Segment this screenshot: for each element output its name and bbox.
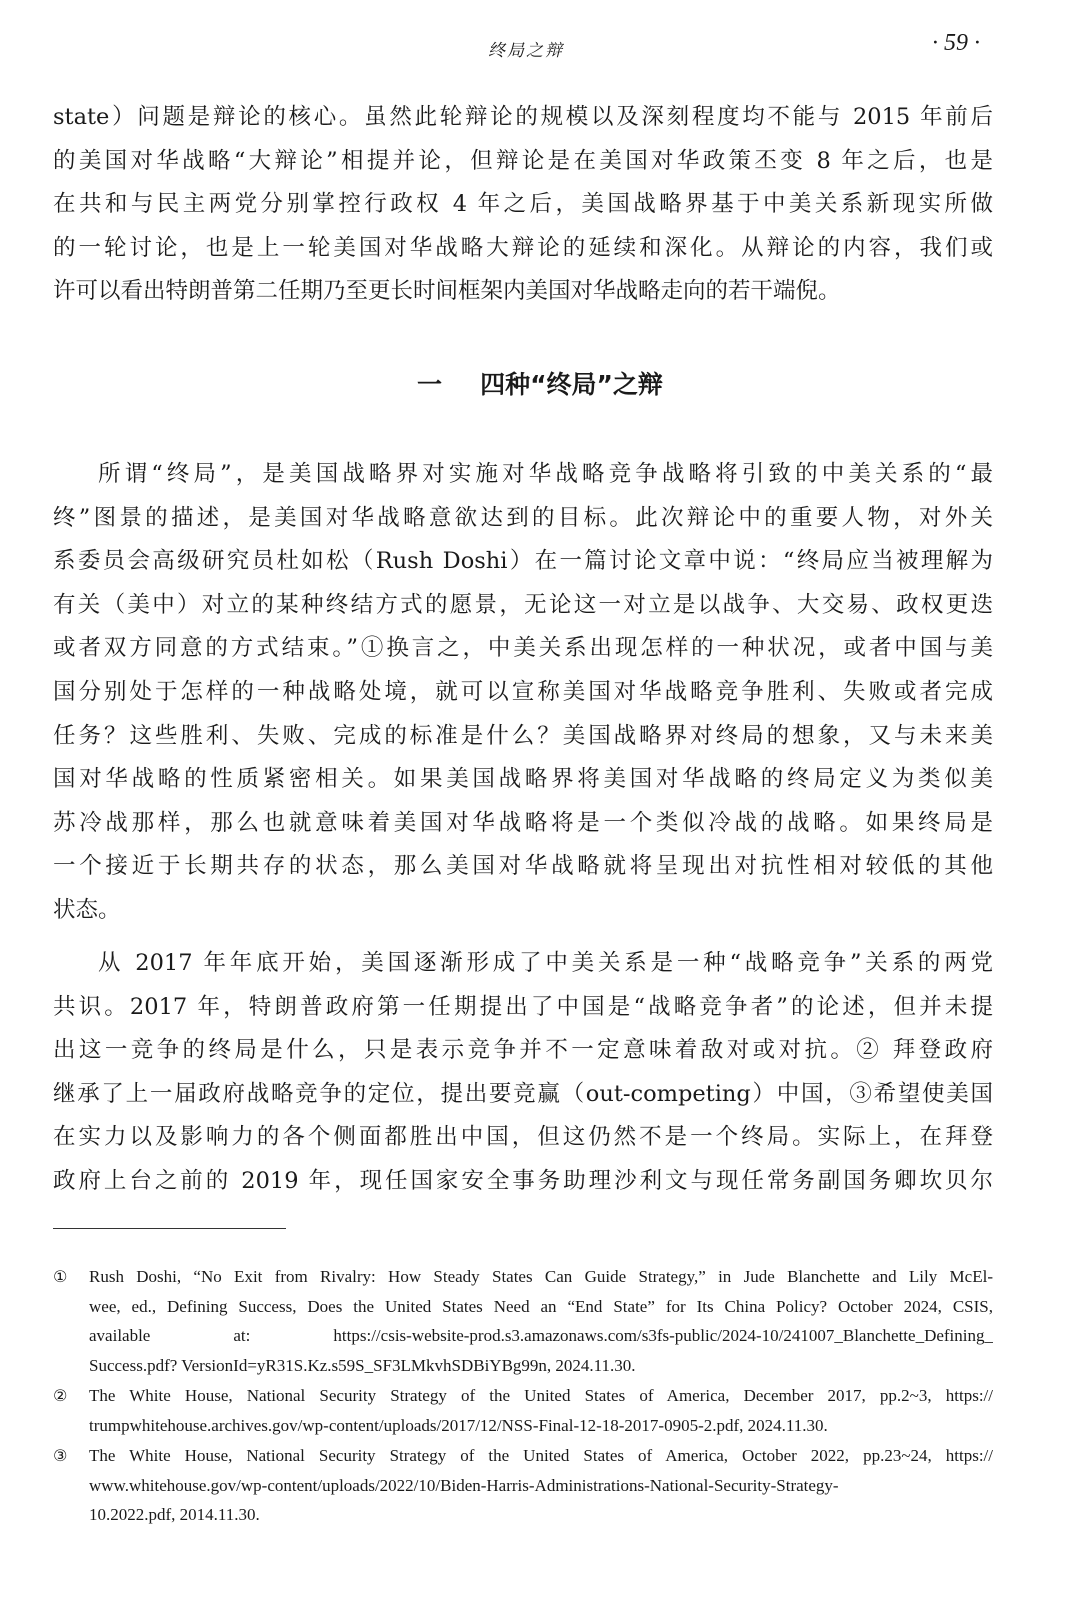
paragraph-1 [53, 96, 993, 314]
text-line: 的美国对华战略“大辩论”相提并论，但辩论是在美国对华政策丕变 8 年之后，也是 [53, 147, 993, 174]
footnote-line: The White House, National Security Strategy of the United States of America, October 2022, pp.23~24, https:// [89, 1446, 993, 1465]
text-line: 共识。2017 年，特朗普政府第一任期提出了中国是“战略竞争者”的论述，但并未提 [53, 993, 993, 1020]
text-line: 或者双方同意的方式结束。”①换言之，中美关系出现怎样的一种状况，或者中国与美 [53, 635, 993, 662]
running-title: 终局之辩 [488, 41, 564, 61]
text-line: 所谓“终局”，是美国战略界对实施对华战略竞争战略将引致的中美关系的“最 [98, 461, 993, 487]
footnote-marker: ① [53, 1267, 68, 1286]
page-number: · 59 · [932, 30, 980, 56]
paragraph-2 [53, 453, 993, 933]
footnote-line: Rush Doshi, “No Exit from Rivalry: How Steady States Can Guide Strategy,” in Jude Blanchette and Lily McEl- [89, 1267, 993, 1286]
footnote-line: available at: https://csis-website-prod.s3.amazonaws.com/s3fs-public/2024-10/241007_Blanchette_Defining_ [89, 1326, 993, 1345]
paragraph-3 [53, 942, 993, 1204]
section-title: 四种“终局”之辩 [480, 370, 663, 399]
footnote-line: wee, ed., Defining Success, Does the United States Need an “End State” for Its China Policy? October 2024, CSIS, [89, 1296, 993, 1316]
text-line: state）问题是辩论的核心。虽然此轮辩论的规模以及深刻程度均不能与 2015 年前后 [53, 104, 993, 130]
footnote-3 [53, 1441, 993, 1530]
section-heading [0, 365, 1080, 401]
text-line: 出这一竞争的终局是什么，只是表示竞争并不一定意味着敌对或对抗。② 拜登政府 [53, 1037, 993, 1064]
text-line: 系委员会高级研究员杜如松（Rush Doshi）在一篇讨论文章中说：“终局应当被理解为 [53, 548, 993, 575]
text-line: 在共和与民主两党分别掌控行政权 4 年之后，美国战略界基于中美关系新现实所做 [53, 191, 993, 218]
footnote-line: www.whitehouse.gov/wp-content/uploads/2022/10/Biden-Harris-Administrations-National-Security-Strategy- [89, 1475, 839, 1495]
text-line: 状态。 [53, 896, 121, 923]
text-line: 许可以看出特朗普第二任期乃至更长时间框架内美国对华战略走向的若干端倪。 [53, 278, 841, 305]
text-line: 苏冷战那样，那么也就意味着美国对华战略将是一个类似冷战的战略。如果终局是 [53, 809, 993, 836]
page-header [0, 30, 1080, 64]
footnote-2 [53, 1381, 993, 1440]
text-line: 继承了上一届政府战略竞争的定位，提出要竞赢（out-competing）中国，③希望使美国 [53, 1080, 993, 1107]
footnote-line: trumpwhitehouse.archives.gov/wp-content/uploads/2017/12/NSS-Final-12-18-2017-0905-2.pdf, 2024.11.30. [89, 1415, 828, 1435]
footnote-rule [53, 1228, 286, 1229]
text-line: 政府上台之前的 2019 年，现任国家安全事务助理沙利文与现任常务副国务卿坎贝尔 [53, 1167, 993, 1194]
footnote-line: Success.pdf? VersionId=yR31S.Kz.s59S_SF3LMkvhSDBiYBg99n, 2024.11.30. [89, 1355, 636, 1375]
footnote-line: The White House, National Security Strategy of the United States of America, December 2017, pp.2~3, https:// [89, 1386, 993, 1405]
footnote-marker: ③ [53, 1446, 68, 1465]
text-line: 国对华战略的性质紧密相关。如果美国战略界将美国对华战略的终局定义为类似美 [53, 766, 993, 793]
text-line: 终”图景的描述，是美国对华战略意欲达到的目标。此次辩论中的重要人物，对外关 [53, 504, 993, 531]
section-number: 一 [417, 370, 443, 399]
text-line: 国分别处于怎样的一种战略处境，就可以宣称美国对华战略竞争胜利、失败或者完成 [53, 678, 993, 705]
footnote-1 [53, 1262, 993, 1380]
text-line: 从 2017 年年底开始，美国逐渐形成了中美关系是一种“战略竞争”关系的两党 [98, 950, 993, 976]
text-line: 的一轮讨论，也是上一轮美国对华战略大辩论的延续和深化。从辩论的内容，我们或 [53, 234, 993, 261]
text-line: 有关（美中）对立的某种终结方式的愿景，无论这一对立是以战争、大交易、政权更迭 [53, 591, 993, 618]
footnote-marker: ② [53, 1386, 68, 1405]
text-line: 在实力以及影响力的各个侧面都胜出中国，但这仍然不是一个终局。实际上，在拜登 [53, 1124, 993, 1151]
text-line: 任务？这些胜利、失败、完成的标准是什么？美国战略界对终局的想象，又与未来美 [53, 722, 993, 749]
text-line: 一个接近于长期共存的状态，那么美国对华战略就将呈现出对抗性相对较低的其他 [53, 853, 993, 880]
footnotes [53, 1262, 993, 1531]
footnote-line: 10.2022.pdf, 2014.11.30. [89, 1505, 260, 1524]
